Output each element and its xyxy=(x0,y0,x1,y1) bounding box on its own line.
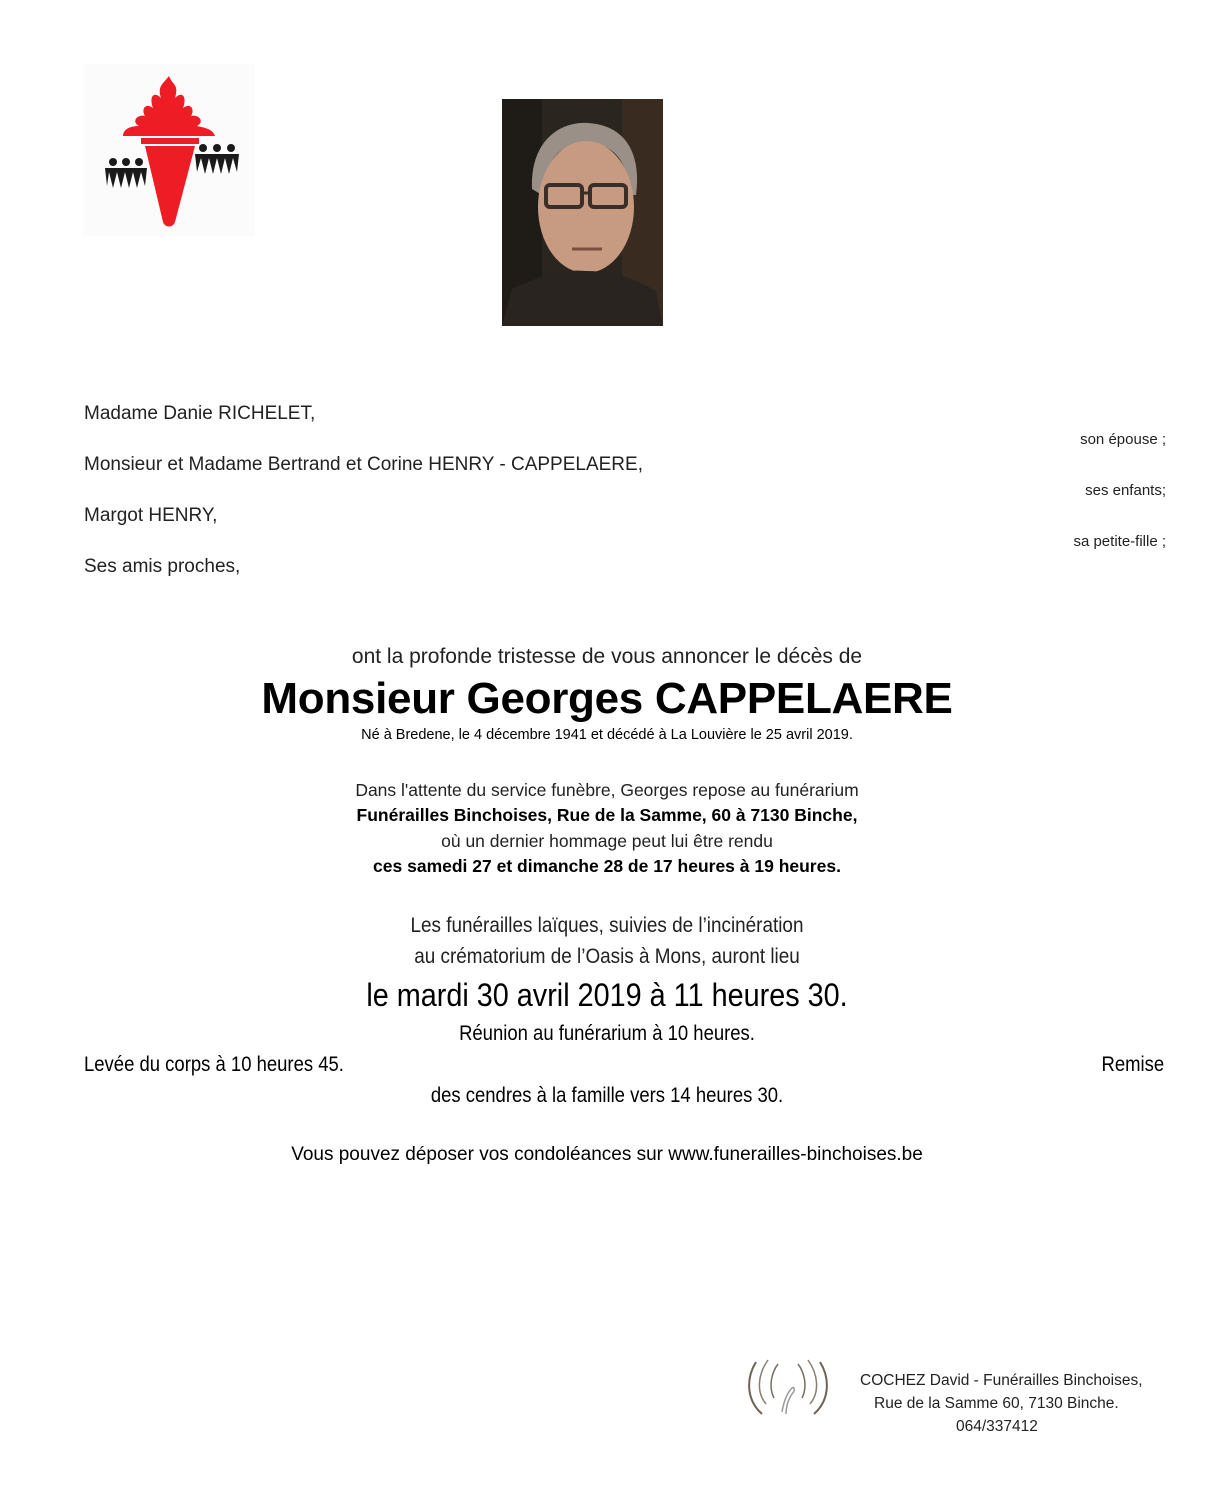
announcement-text: ont la profonde tristesse de vous annoncer le décès de xyxy=(351,645,863,668)
family-member-name: Monsieur et Madame Bertrand et Corine HENRY - CAPPELAERE, xyxy=(84,454,643,475)
family-member-relation: sa petite-fille ; xyxy=(1073,533,1166,550)
funeral-meeting: Réunion au funérarium à 10 heures. xyxy=(459,1022,755,1045)
torch-handle-icon xyxy=(145,146,195,227)
torch-logo xyxy=(83,64,255,236)
funeral-home-address: Rue de la Samme 60, 7130 Binche. xyxy=(874,1395,1119,1412)
visitation-line: où un dernier hommage peut lui être rendu xyxy=(441,831,773,851)
funeral-home-phone: 064/337412 xyxy=(956,1418,1038,1435)
flame-icon xyxy=(123,76,215,136)
torch-logo-graphic xyxy=(83,64,255,236)
phoenix-logo xyxy=(742,1356,834,1416)
family-member-name: Ses amis proches, xyxy=(84,556,241,577)
family-member-name: Margot HENRY, xyxy=(84,505,218,526)
funeral-home-name: COCHEZ David - Funérailles Binchoises, xyxy=(860,1372,1143,1389)
phoenix-icon xyxy=(742,1356,834,1416)
family-member-name: Madame Danie RICHELET, xyxy=(84,403,316,424)
visitation-address: Funérailles Binchoises, Rue de la Samme, 60 à 7130 Binche, xyxy=(356,805,858,825)
people-right-icon xyxy=(195,144,239,174)
family-member-relation: ses enfants; xyxy=(1085,482,1166,499)
portrait-photo xyxy=(502,99,663,326)
condolences-text: Vous pouvez déposer vos condoléances sur www.funerailles-binchoises.be xyxy=(291,1144,923,1165)
funeral-ashes: des cendres à la famille vers 14 heures 30. xyxy=(430,1084,784,1107)
funeral-line: Les funérailles laïques, suivies de l’incinération xyxy=(410,914,804,937)
funeral-line: au crématorium de l’Oasis à Mons, auront lieu xyxy=(414,945,800,968)
visitation-hours: ces samedi 27 et dimanche 28 de 17 heures à 19 heures. xyxy=(373,856,841,876)
funeral-levee: Levée du corps à 10 heures 45. xyxy=(84,1053,344,1076)
people-left-icon xyxy=(105,158,147,188)
funeral-date: le mardi 30 avril 2019 à 11 heures 30. xyxy=(366,977,848,1013)
visitation-line: Dans l'attente du service funèbre, Georges repose au funérarium xyxy=(355,780,859,800)
family-member-relation: son épouse ; xyxy=(1080,431,1166,448)
funeral-remise: Remise xyxy=(1101,1053,1164,1076)
deceased-name: Monsieur Georges CAPPELAERE xyxy=(261,674,953,723)
deceased-dates: Né à Bredene, le 4 décembre 1941 et décédé à La Louvière le 25 avril 2019. xyxy=(361,727,853,743)
portrait-graphic xyxy=(502,99,663,326)
